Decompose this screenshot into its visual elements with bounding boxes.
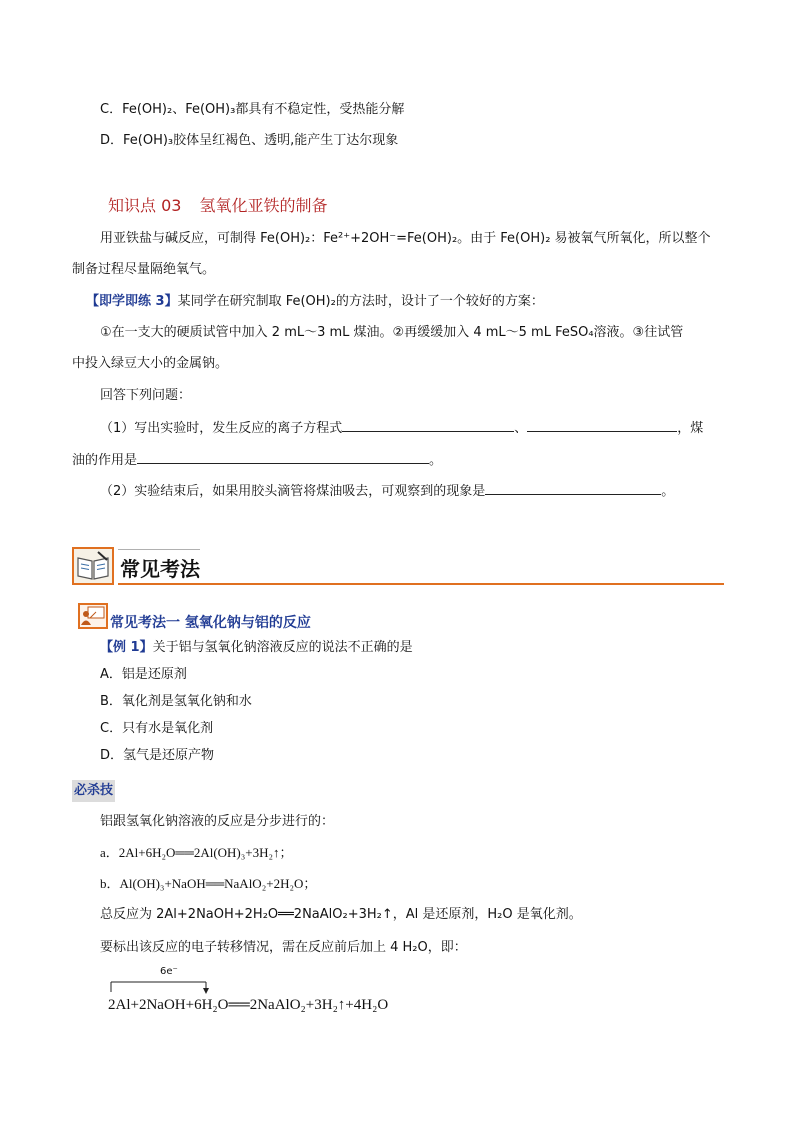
steps-line-2: 中投入绿豆大小的金属钠。	[72, 356, 229, 371]
q2-end: 。	[661, 484, 675, 499]
question-2	[100, 480, 674, 502]
total-reaction: 总反应为 2Al+2NaOH+2H₂O══2NaAlO₂+3H₂↑，Al 是还原剂，H₂O 是氧化剂。	[100, 907, 582, 922]
final-equation: 2Al+2NaOH+6H₂O══2NaAlO₂+3H₂↑+4H₂O	[108, 997, 389, 1013]
electron-label: 6e⁻	[160, 966, 178, 977]
steps-line-1: ①在一支大的硬质试管中加入 2 mL～3 mL 煤油。②再缓缓加入 4 mL～5 mL FeSO₄溶液。③往试管	[100, 325, 684, 340]
method-1-title: 常见考法一 氢氧化钠与铝的反应	[110, 615, 311, 631]
q1-blank-2[interactable]	[527, 417, 677, 432]
practice-line	[86, 292, 544, 312]
example-1-line	[100, 638, 413, 658]
intro-line-2: 制备过程尽量隔绝氧气。	[72, 262, 216, 277]
q1-blank-3[interactable]	[137, 449, 429, 464]
example-label: 【例 1】	[100, 640, 153, 655]
q1-text-b: ，煤	[677, 421, 704, 436]
section-title	[108, 193, 327, 216]
bishaji-label: 必杀技	[72, 780, 115, 802]
book-icon	[72, 547, 114, 585]
header-divider	[118, 583, 724, 585]
step-b: b．Al(OH)₃+NaOH══NaAlO₂+2H₂O；	[100, 876, 317, 891]
teacher-icon-graphic	[80, 605, 106, 627]
q2-blank[interactable]	[485, 480, 661, 495]
question-1-line-1	[100, 417, 703, 439]
q1-separator: 、	[514, 421, 528, 436]
book-icon-graphic	[74, 549, 112, 583]
step-a: a．2Al+6H₂O══2Al(OH)₃+3H₂↑；	[100, 845, 293, 860]
q2-text-a: （2）实验结束后，如果用胶头滴管将煤油吸去，可观察到的现象是	[100, 484, 486, 499]
practice-label: 【即学即练 3】	[86, 294, 178, 309]
section-number: 知识点 03	[108, 196, 182, 215]
teacher-icon	[78, 603, 108, 629]
section-heading: 氢氧化亚铁的制备	[199, 196, 328, 215]
practice-text: 某同学在研究制取 Fe(OH)₂的方法时，设计了一个较好的方案：	[177, 294, 544, 309]
q1-blank-1[interactable]	[342, 417, 514, 432]
q1-text-a: （1）写出实验时，发生反应的离子方程式	[100, 421, 343, 436]
option-d: D．氢气是还原产物	[100, 748, 215, 763]
answer-prompt: 回答下列问题：	[100, 388, 192, 403]
option-b: B．氧化剂是氢氧化钠和水	[100, 694, 252, 709]
option-c: C．只有水是氧化剂	[100, 721, 214, 736]
intro-line-1: 用亚铁盐与碱反应，可制得 Fe(OH)₂：Fe²⁺+2OH⁻=Fe(OH)₂。由于 Fe(OH)₂ 易被氧气所氧化，所以整个	[100, 231, 711, 246]
transfer-note: 要标出该反应的电子转移情况，需在反应前后加上 4 H₂O，即：	[100, 940, 467, 955]
common-methods-header: 常见考法	[120, 557, 200, 581]
q1-end: 。	[429, 453, 443, 468]
q1-text-c: 油的作用是	[72, 453, 138, 468]
option-c-top: C．Fe(OH)₂、Fe(OH)₃都具有不稳定性，受热能分解	[100, 102, 405, 117]
option-a: A．铝是还原剂	[100, 667, 187, 682]
header-top-rule	[118, 549, 200, 550]
option-d-top: D．Fe(OH)₃胶体呈红褐色、透明,能产生丁达尔现象	[100, 133, 399, 148]
question-1-line-2	[72, 449, 442, 471]
example-text: 关于铝与氢氧化钠溶液反应的说法不正确的是	[152, 640, 413, 655]
bishaji-intro: 铝跟氢氧化钠溶液的反应是分步进行的：	[100, 814, 335, 829]
